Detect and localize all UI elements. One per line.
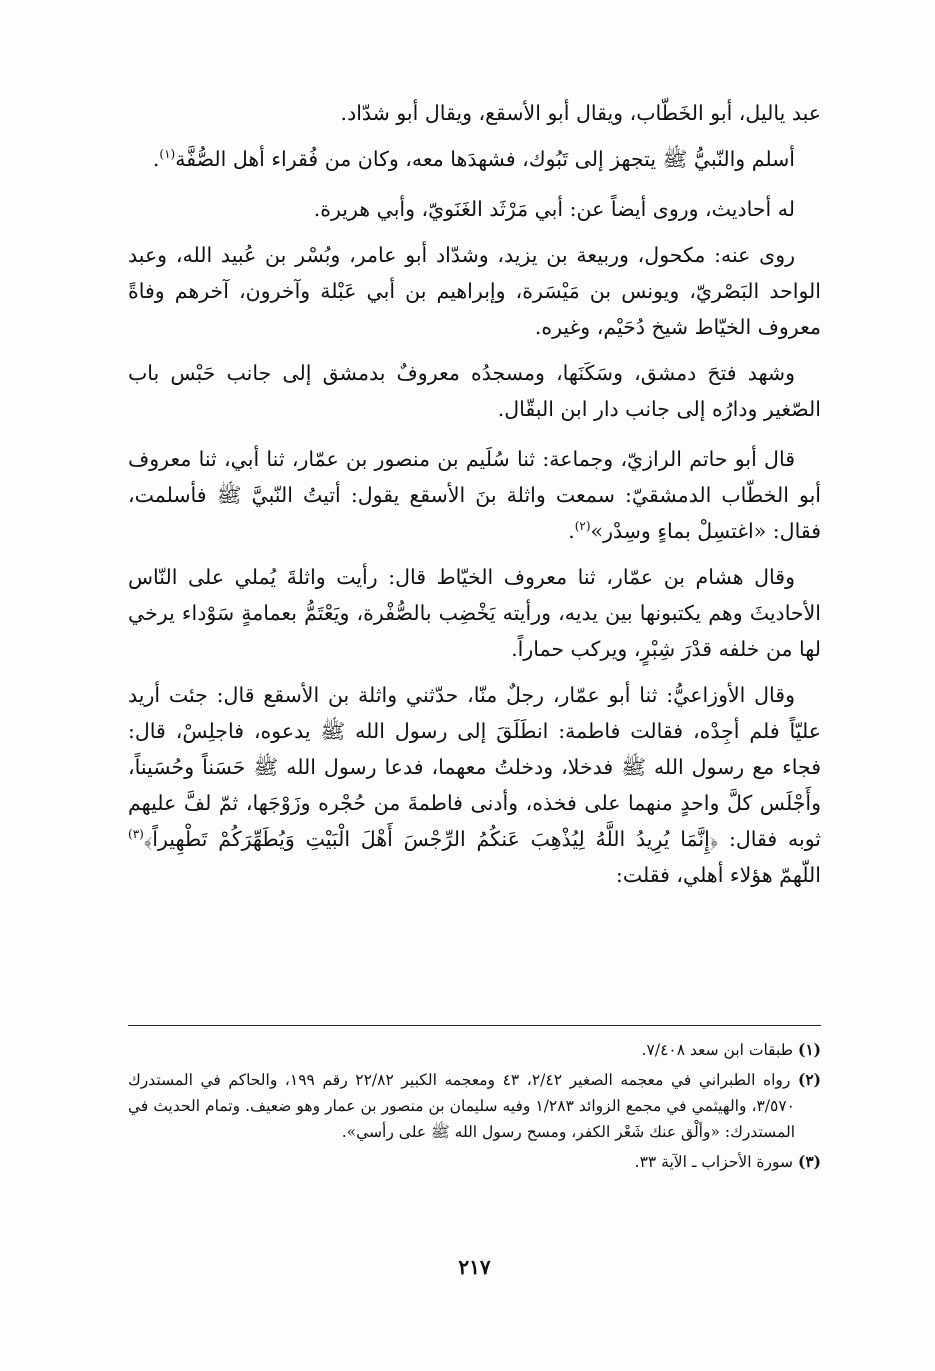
footnote-number: (٢) [797,1070,821,1089]
footnote-marker: (٢) [574,519,591,534]
paragraph: وقال الأوزاعيُّ: ثنا أبو عمّار، رجلٌ منّا، حدّثني واثلة بن الأسقع قال: جئت أريد عليّاً فلم أجِدْه، فقالت فاطمة: انطَلَقَ إلى رسول الله ﷺ يدعوه، فاجلِسْ، قال: فجاء مع رسول الله ﷺ فدخلا، ودخلتُ معهما، فدعا رسول الله ﷺ حَسَناً وحُسَيناً، وأَجْلَس كلَّ واحدٍ منهما على فخذه، وأدنى فاطمةَ من حُجْره وزَوْجَها، ثمّ لفَّ عليهم ثوبه فقال: ﴿إِنَّمَا يُرِيدُ اللَّهُ لِيُذْهِبَ عَنكُمُ الرِّجْسَ أَهْلَ الْبَيْتِ وَيُطَهِّرَكُمْ تَطْهِيراً﴾$^{(٣)}$ اللّهمّ هؤلاء أهلي، فقلت: [128,683,821,887]
paragraph: له أحاديث، وروى أيضاً عن: أبي مَرْثَد الغَنَويّ، وأبي هريرة. [313,197,795,221]
footnote [128,1067,821,1145]
footnote [128,1037,821,1063]
paragraph: روى عنه: مكحول، وربيعة بن يزيد، وشدّاد أبو عامر، وبُسْر بن عُبيد الله، وعبد الواحد البَصْريّ، ويونس بن مَيْسَرة، وإبراهيم بن أبي عَبْلة وآخرون، آخرهم وفاةً معروف الخيّاط شيخ دُحَيْم، وغيره. [128,243,821,339]
main-text [128,95,821,893]
paragraph: قال أبو حاتم الرازيّ، وجماعة: ثنا سُلَيم بن منصور بن عمّار، ثنا أبي، ثنا معروف أبو الخطّاب الدمشقيّ: سمعت واثلة بنَ الأسقع يقول: أتيتُ النّبيَّ ﷺ فأسلمت، فقال: «اغتسِلْ بماءٍ وسِدْر»$^{(٢)}$. [128,447,821,543]
book-page [128,95,821,1295]
footnote-text: رواه الطبراني في معجمه الصغير ٢/٤٢، ٤٣ ومعجمه الكبير ٢٢/٨٢ رقم ١٩٩، والحاكم في المستدرك ٣/٥٧٠، والهيثمي في مجمع الزوائد ١/٢٨٣ وفيه سليمان بن منصور بن عمار وهو ضعيف. وتمام الحديث في المستدرك: «وألْق عنك شَعْر الكفر، ومسح رسول الله ﷺ على رأسي». [128,1071,795,1141]
footnote-text: سورة الأحزاب ـ الآية ٣٣. [634,1153,794,1171]
footnote-number: (٣) [797,1152,821,1171]
paragraph: وقال هشام بن عمّار، ثنا معروف الخيّاط قال: رأيت واثلةَ يُملي على النّاس الأحاديثَ وهم يكتبونها بين يديه، ورأيته يَخْضِب بالصُّفْرة، ويَعْتَمُّ بعمامةٍ سَوْداء يرخي لها من خلفه قدْرَ شِبْرٍ، ويركب حماراً. [128,565,821,661]
paragraph: عبد ياليل، أبو الخَطّاب، ويقال أبو الأسقع، ويقال أبو شدّاد. [340,101,821,125]
footnotes [128,1037,821,1179]
footnote [128,1149,821,1175]
footnote-number: (١) [797,1040,821,1059]
page-number: ٢١٧ [458,1255,491,1279]
paragraph: أسلم والنّبيُّ ﷺ يتجهز إلى تَبُوك، فشهدَها معه، وكان من فُقراء أهل الصُّفَّة$^{(١)}$. [152,147,795,171]
footnote-marker: (٣) [128,827,144,842]
footnote-divider [128,1025,821,1026]
footnote-marker: (١) [159,147,176,162]
paragraph: وشهد فتحَ دمشق، وسَكَنَها، ومسجدُه معروفٌ بدمشق إلى جانب حَبْس باب الصّغير ودارُه إلى جانب دار ابن البقّال. [128,361,821,421]
footnote-text: طبقات ابن سعد ٧/٤٠٨. [641,1041,794,1059]
